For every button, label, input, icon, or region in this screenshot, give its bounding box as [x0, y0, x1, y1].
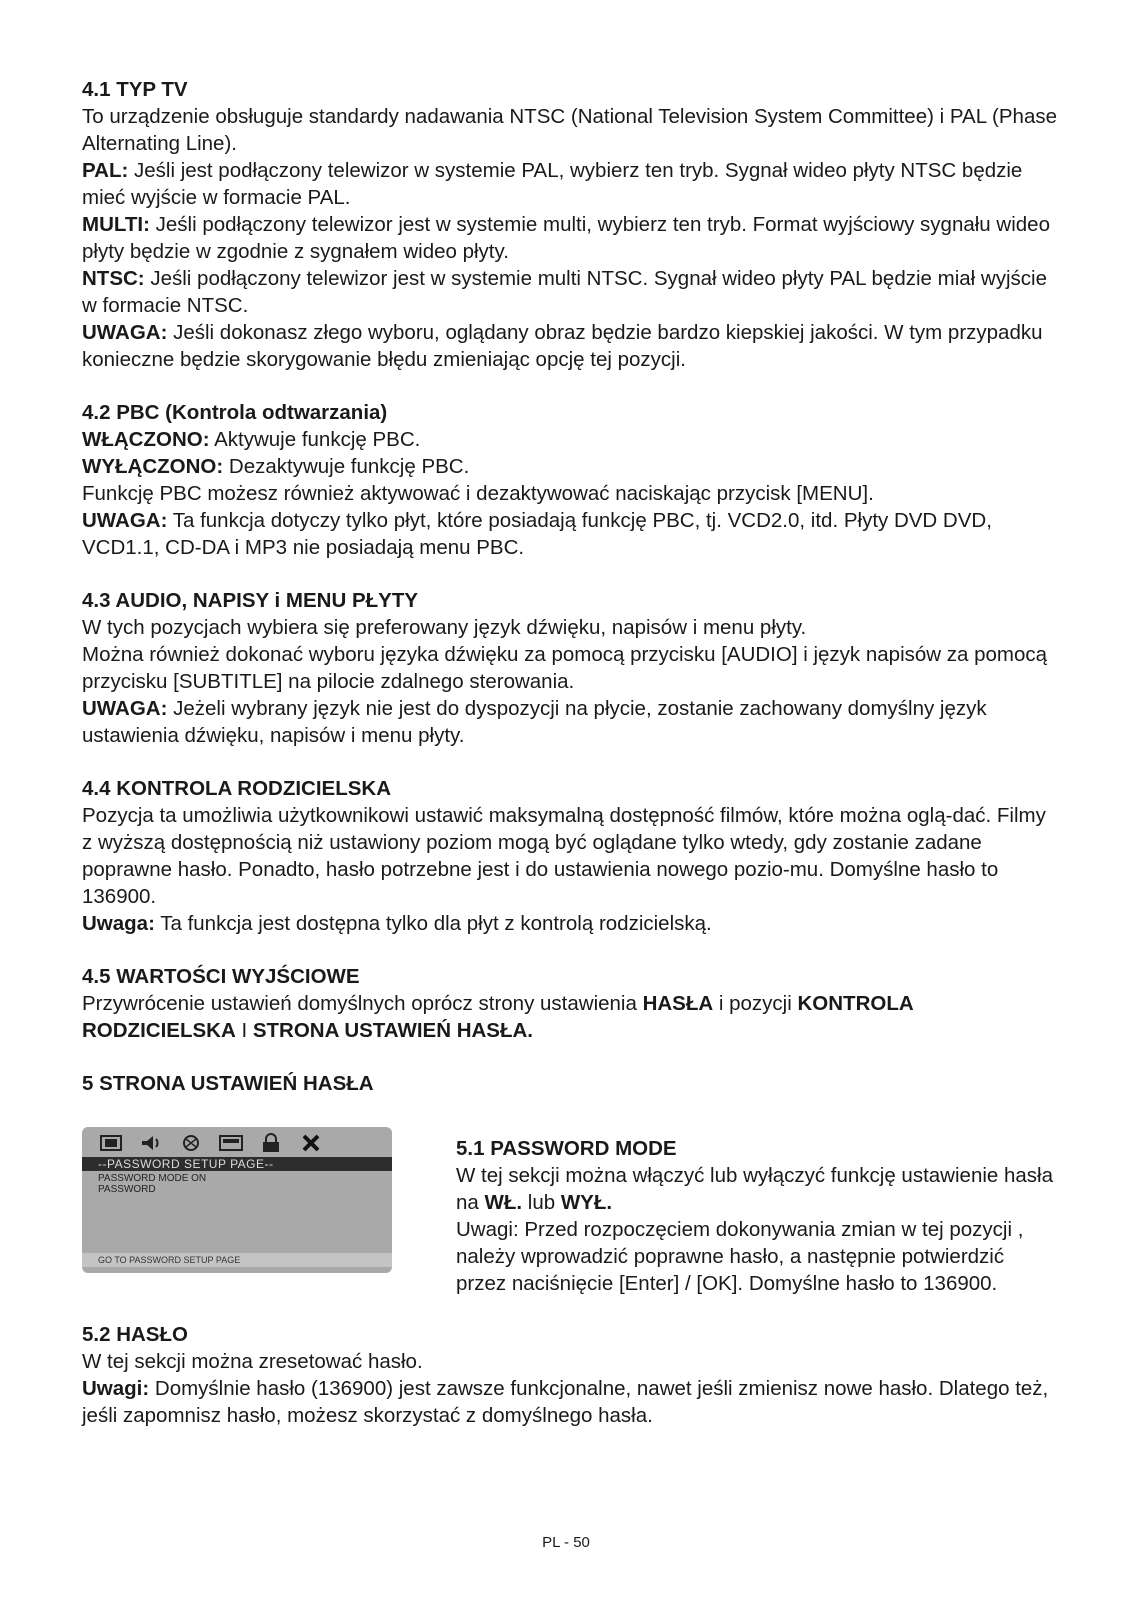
video-setup-icon — [178, 1133, 204, 1153]
paragraph — [82, 426, 1058, 453]
section-4-3 — [82, 587, 1058, 749]
tv-setup-icon — [98, 1133, 124, 1153]
section-heading: 4.1 TYP TV — [82, 78, 188, 101]
lock-icon — [258, 1133, 284, 1153]
term-label: NTSC: — [82, 267, 145, 290]
term-text: Aktywuje funkcję PBC. — [209, 428, 421, 451]
paragraph — [82, 695, 1058, 749]
paragraph: Można również dokonać wyboru języka dźwięku za pomocą przycisku [AUDIO] i język napisów za pomocą przycisku [SUBTITLE] na pilocie zdalnego sterowania. — [82, 643, 1048, 693]
note-label: Uwaga: — [82, 912, 155, 935]
osd-icon-bar — [98, 1133, 324, 1153]
paragraph: Funkcję PBC możesz również aktywować i dezaktywować naciskając przycisk [MENU]. — [82, 482, 874, 505]
audio-setup-icon — [138, 1133, 164, 1153]
paragraph — [82, 453, 1058, 480]
section-4-1 — [82, 76, 1058, 373]
osd-password-mode-line: PASSWORD MODE ON — [98, 1173, 207, 1184]
section-4-2 — [82, 399, 1058, 561]
bold-run: HASŁA — [642, 992, 714, 1015]
bold-run: WŁ. — [484, 1191, 523, 1214]
term-text: Dezaktywuje funkcję PBC. — [223, 455, 470, 478]
note-label: UWAGA: — [82, 321, 168, 344]
osd-screenshot — [82, 1127, 392, 1273]
note-text: Ta funkcja jest dostępna tylko dla płyt z kontrolą rodzicielską. — [154, 912, 712, 935]
text-run: W tej sekcji można włączyć lub wyłączyć funkcję ustawienie hasła na — [456, 1164, 1054, 1214]
section-5-2 — [82, 1321, 1058, 1429]
paragraph — [82, 910, 1058, 937]
document-page — [82, 76, 1058, 1429]
term-label: WYŁĄCZONO: — [82, 455, 224, 478]
osd-footer: GO TO PASSWORD SETUP PAGE — [82, 1253, 392, 1267]
note-text: Jeżeli wybrany język nie jest do dyspozycji na płycie, zostanie zachowany domyślny język ustawienia dźwięku, napisów i menu płyty. — [82, 697, 987, 747]
text-run: Przywrócenie ustawień domyślnych oprócz strony ustawienia — [82, 992, 643, 1015]
paragraph: To urządzenie obsługuje standardy nadawania NTSC (National Television System Committee) i PAL (Phase Alternating Line). — [82, 105, 1057, 155]
paragraph: W tych pozycjach wybiera się preferowany język dźwięku, napisów i menu płyty. — [82, 616, 807, 639]
note-text: Jeśli dokonasz złego wyboru, oglądany obraz będzie bardzo kiepskiej jakości. W tym przypadku konieczne będzie skorygowanie błędu zmieniając opcję tej pozycji. — [82, 321, 1043, 371]
bold-run: WYŁ. — [560, 1191, 613, 1214]
section-5 — [82, 1070, 1058, 1097]
text-run: i pozycji — [713, 992, 798, 1015]
paragraph: W tej sekcji można zresetować hasło. — [82, 1350, 423, 1373]
term-label: WŁĄCZONO: — [82, 428, 210, 451]
preference-icon — [218, 1133, 244, 1153]
section-heading: 5 STRONA USTAWIEŃ HASŁA — [82, 1072, 374, 1095]
section-5-1-row — [82, 1127, 1058, 1297]
paragraph — [456, 1162, 1056, 1216]
paragraph — [82, 1375, 1058, 1429]
paragraph — [82, 507, 1058, 561]
bold-run: KONTROLA RODZICIELSKA — [82, 992, 913, 1042]
note-label: Uwagi: — [82, 1377, 150, 1400]
page-number: PL - 50 — [542, 1534, 590, 1551]
paragraph — [82, 319, 1058, 373]
paragraph — [82, 211, 1058, 265]
section-heading: 5.1 PASSWORD MODE — [456, 1137, 677, 1160]
term-text: Jeśli podłączony telewizor jest w systemie multi NTSC. Sygnał wideo płyty PAL będzie miał wyjście w formacie NTSC. — [82, 267, 1047, 317]
note-text: Domyślnie hasło (136900) jest zawsze funkcjonalne, nawet jeśli zmienisz nowe hasło. Dlatego też, jeśli zapomnisz hasło, możesz skorzystać z domyślnego hasła. — [82, 1377, 1049, 1427]
close-icon — [298, 1133, 324, 1153]
note-label: UWAGA: — [82, 697, 168, 720]
paragraph: Uwagi: Przed rozpoczęciem dokonywania zmian w tej pozycji , należy wprowadzić poprawne hasło, a następnie potwierdzić przez naciśnięcie [Enter] / [OK]. Domyślne hasło to 136900. — [456, 1218, 1024, 1295]
section-5-1 — [456, 1135, 1056, 1297]
bold-run: STRONA USTAWIEŃ HASŁA. — [252, 1019, 534, 1042]
paragraph — [82, 265, 1058, 319]
section-heading: 5.2 HASŁO — [82, 1323, 188, 1346]
note-label: UWAGA: — [82, 509, 168, 532]
term-text: Jeśli jest podłączony telewizor w systemie PAL, wybierz ten tryb. Sygnał wideo płyty NTSC będzie mieć wyjście w formacie PAL. — [82, 159, 1023, 209]
osd-password-line: PASSWORD — [98, 1184, 156, 1195]
osd-title: --PASSWORD SETUP PAGE-- — [82, 1157, 392, 1171]
term-label: PAL: — [82, 159, 129, 182]
text-run: lub — [522, 1191, 561, 1214]
section-heading: 4.2 PBC (Kontrola odtwarzania) — [82, 401, 388, 424]
section-heading: 4.4 KONTROLA RODZICIELSKA — [82, 777, 392, 800]
term-label: MULTI: — [82, 213, 150, 236]
term-text: Jeśli podłączony telewizor jest w systemie multi, wybierz ten tryb. Format wyjściowy sygnału wideo płyty będzie w zgodnie z sygnałem wideo płyty. — [82, 213, 1050, 263]
section-heading: 4.5 WARTOŚCI WYJŚCIOWE — [82, 965, 360, 988]
paragraph: Pozycja ta umożliwia użytkownikowi ustawić maksymalną dostępność filmów, które można oglą-dać. Filmy z wyższą dostępnością niż ustawiony poziom mogą być oglądane tylko wtedy, gdy zostanie zadane poprawne hasło. Ponadto, hasło potrzebne jest i do ustawienia nowego pozio-mu. Domyślne hasło to 136900. — [82, 804, 1046, 908]
section-4-5 — [82, 963, 1058, 1044]
text-run: I — [235, 1019, 253, 1042]
section-heading: 4.3 AUDIO, NAPISY i MENU PŁYTY — [82, 589, 419, 612]
paragraph — [82, 990, 1058, 1044]
section-4-4 — [82, 775, 1058, 937]
paragraph — [82, 157, 1058, 211]
note-text: Ta funkcja dotyczy tylko płyt, które posiadają funkcję PBC, tj. VCD2.0, itd. Płyty DVD DVD, VCD1.1, CD-DA i MP3 nie posiadają menu PBC. — [82, 509, 992, 559]
